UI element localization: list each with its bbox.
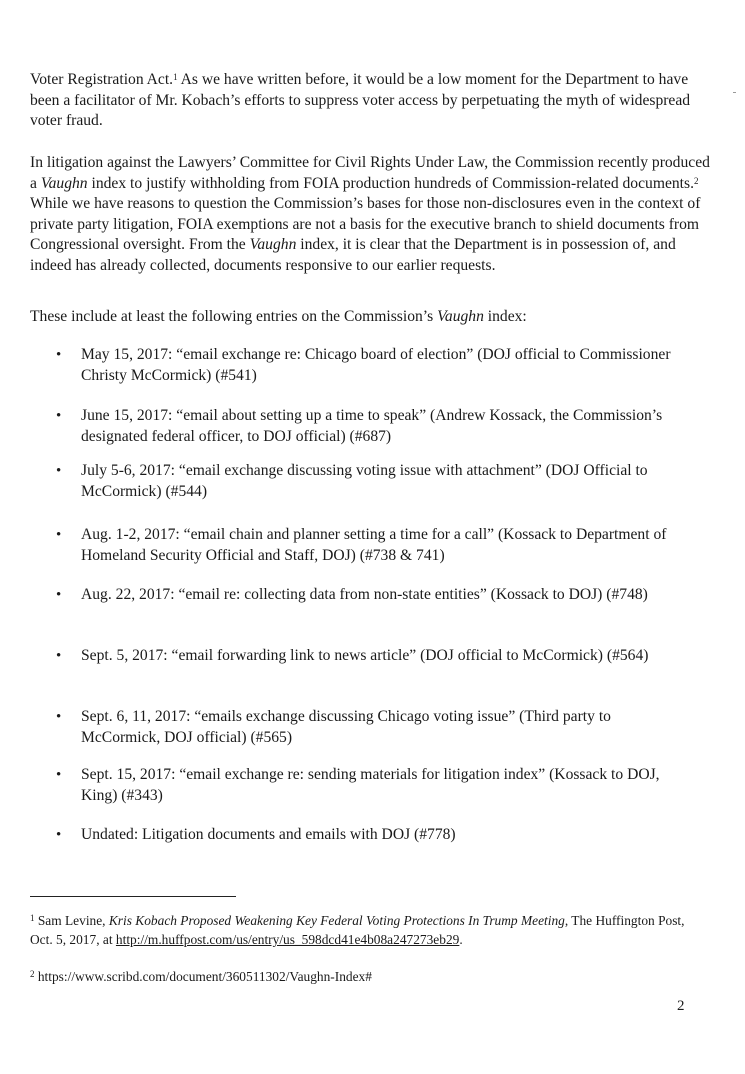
footnote-2-link[interactable]: https://www.scribd.com/document/360511302/Vaughn-Index# (34, 969, 372, 984)
scan-artifact (733, 92, 736, 93)
p1-text-b: As we have written before, it would be a low moment for the Department to have been a facilitator of Mr. Kobach’s efforts to suppress voter access by perpetuating the myth of widespread voter fraud. (30, 71, 691, 129)
p1-text-a: Voter Registration Act. (30, 71, 174, 88)
bullet-icon: • (56, 709, 62, 725)
list-item-text: June 15, 2017: “email about setting up a time to speak” (Andrew Kossack, the Commission’s designated federal officer, to DOJ official) (#687) (81, 407, 663, 445)
footnote-divider (30, 896, 236, 897)
page-number: 2 (677, 998, 685, 1014)
p2-text-b: index to justify withholding from FOIA production hundreds of Commission-related documents. (87, 174, 694, 192)
p3-text-a: These include at least the following entries on the Commission’s (30, 308, 438, 325)
list-item-text: May 15, 2017: “email exchange re: Chicago board of election” (DOJ official to Commissioner Christy McCormick) (#541) (81, 346, 671, 384)
p2-text-c: While we have reasons to question the Commission’s bases for those non-disclosures even in the context of private party litigation, FOIA exemptions are not a basis for the executive branch to shield documents from Congressional oversight. From the (30, 195, 701, 253)
footnote-1 (30, 911, 710, 949)
bullet-icon: • (56, 767, 62, 783)
p3-text-b: index: (483, 308, 527, 325)
bullet-icon: • (56, 587, 62, 603)
footnote-1-title: Kris Kobach Proposed Weakening Key Federal Voting Protections In Trump Meeting (108, 913, 565, 928)
footnote-1-number: 1 (30, 913, 35, 923)
footnote-ref-1[interactable]: 1 (173, 72, 178, 82)
paragraph-3 (30, 307, 720, 328)
bullet-icon: • (56, 527, 62, 543)
footnote-2 (30, 967, 710, 986)
list-item-text: July 5-6, 2017: “email exchange discussing voting issue with attachment” (DOJ Official to McCormick) (#544) (81, 462, 648, 500)
bullet-icon: • (56, 827, 62, 843)
footnote-1-end: . (459, 932, 463, 947)
p3-vaughn: Vaughn (437, 308, 484, 325)
p2-text-a: In litigation against the Lawyers’ Committee for Civil Rights Under Law, the Commission recently produced a (30, 154, 710, 192)
paragraph-2 (30, 153, 720, 276)
footnote-ref-2[interactable]: 2 (693, 175, 699, 186)
paragraph-1 (30, 70, 720, 132)
bullet-icon: • (56, 648, 62, 664)
list-item-text: Aug. 1-2, 2017: “email chain and planner setting a time for a call” (Kossack to Department of Homeland Security Official and Staff, DOJ) (#738 & 741) (81, 526, 667, 564)
list-item-text: Sept. 15, 2017: “email exchange re: sending materials for litigation index” (Kossack to DOJ, King) (#343) (81, 766, 660, 804)
footnote-2-number: 2 (30, 969, 35, 979)
footnote-1-publication: , The Huffington Post, Oct. 5, 2017, at (30, 913, 685, 947)
list-item-text: Aug. 22, 2017: “email re: collecting data from non-state entities” (Kossack to DOJ) (#748) (81, 586, 648, 603)
bullet-icon: • (56, 463, 62, 479)
bullet-icon: • (56, 408, 62, 424)
bullet-icon: • (56, 347, 62, 363)
p2-vaughn-2: Vaughn (249, 236, 297, 253)
footnote-1-author: Sam Levine, (34, 913, 109, 928)
list-item-text: Sept. 6, 11, 2017: “emails exchange discussing Chicago voting issue” (Third party to McCormick, DOJ official) (#565) (81, 708, 611, 746)
p2-vaughn-1: Vaughn (40, 174, 88, 192)
list-item-text: Undated: Litigation documents and emails with DOJ (#778) (81, 826, 456, 843)
list-item-text: Sept. 5, 2017: “email forwarding link to news article” (DOJ official to McCormick) (#564) (81, 647, 649, 664)
p2-text-d: index, it is clear that the Department is in possession of, and indeed has already collected, documents responsive to our earlier requests. (30, 236, 676, 274)
footnote-1-link[interactable]: http://m.huffpost.com/us/entry/us_598dcd41e4b08a247273eb29 (115, 932, 460, 947)
